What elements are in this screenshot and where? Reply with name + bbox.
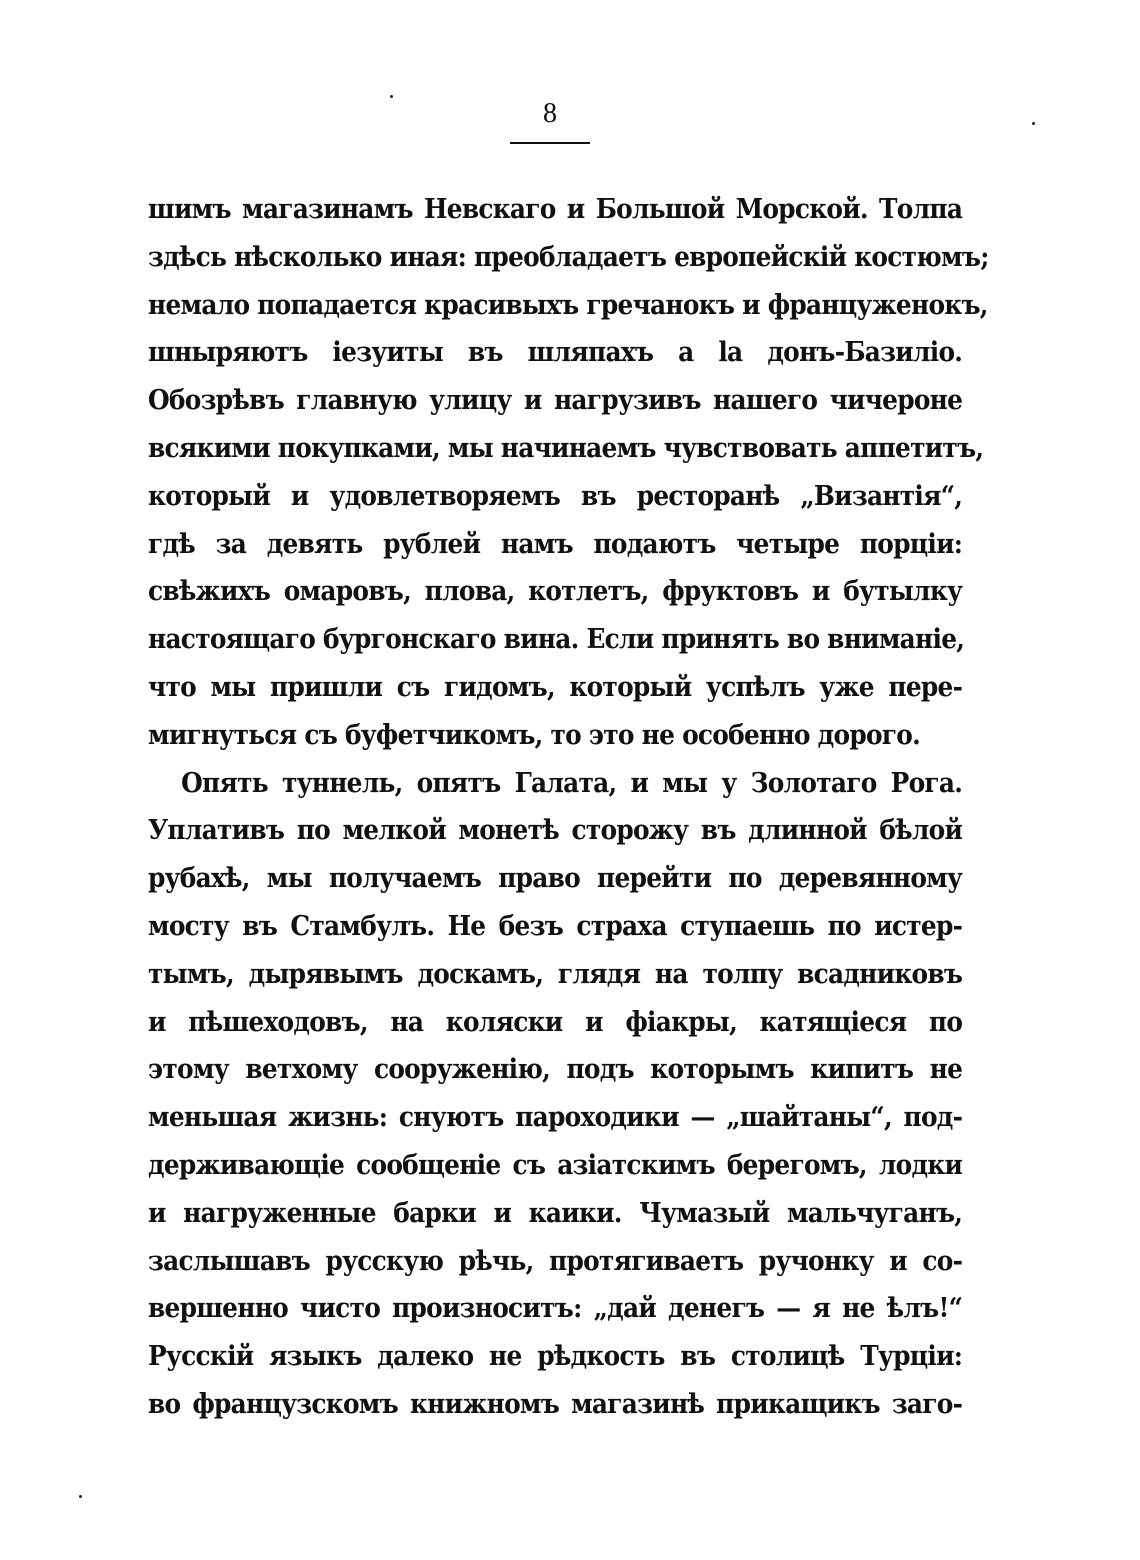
text-line: держивающіе сообщеніе съ азіатскимъ берегомъ, лодки xyxy=(148,1149,963,1181)
text-line: Обозрѣвъ главную улицу и нагрузивъ нашего чичероне xyxy=(148,385,963,417)
text-line: мигнуться съ буфетчикомъ, то это не особенно дорого. xyxy=(148,719,921,751)
scan-speck xyxy=(1032,122,1035,125)
text-line: настоящаго бургонскаго вина. Если принять во вниманіе, xyxy=(148,624,965,656)
paragraph-first-line: Опять туннель, опятъ Галата, и мы у Золотаго Рога. xyxy=(181,767,963,799)
text-line: всякими покупками, мы начинаемъ чувствовать аппетитъ, xyxy=(148,432,984,464)
page-number: 8 xyxy=(543,98,557,129)
text-line: что мы пришли съ гидомъ, который успѣлъ уже пере- xyxy=(148,671,963,703)
text-line: здѣсь нѣсколько иная: преобладаетъ европейскій костюмъ; xyxy=(148,241,989,273)
text-line: Уплативъ по мелкой монетѣ сторожу въ длинной бѣлой xyxy=(148,815,963,847)
text-line: этому ветхому сооруженію, подъ которымъ кипитъ не xyxy=(148,1054,963,1086)
text-line: шимъ магазинамъ Невскаго и Большой Морской. Толпа xyxy=(148,194,963,225)
text-line: вершенно чисто произноситъ: „дай денегъ — я не ѣлъ!“ xyxy=(148,1293,963,1325)
text-line: свѣжихъ омаровъ, плова, котлетъ, фруктовъ и бутылку xyxy=(148,576,963,608)
text-line: немало попадается красивыхъ гречанокъ и француженокъ, xyxy=(148,289,988,321)
text-line: мосту въ Стамбулъ. Не безъ страха ступаешь по истер- xyxy=(148,910,963,942)
scan-speck xyxy=(390,95,393,98)
text-line: шныряютъ іезуиты въ шляпахъ a la донъ-Базиліо. xyxy=(148,337,963,369)
text-line: Русскій языкъ далеко не рѣдкость въ столицѣ Турціи: xyxy=(148,1341,963,1373)
body-text xyxy=(148,186,989,1429)
scan-speck xyxy=(79,1495,82,1498)
text-line: рубахѣ, мы получаемъ право перейти по деревянному xyxy=(148,863,963,895)
text-line: и пѣшеходовъ, на коляски и фіакры, катящіеся по xyxy=(148,1006,963,1038)
text-line: который и удовлетворяемъ въ ресторанѣ „Византія“, xyxy=(148,480,963,512)
text-line: меньшая жизнь: снуютъ пароходики — „шайтаны“, под- xyxy=(148,1102,963,1134)
text-line: тымъ, дырявымъ доскамъ, глядя на толпу всадниковъ xyxy=(148,958,963,990)
text-line: и нагруженные барки и каики. Чумазый мальчуганъ, xyxy=(148,1197,963,1229)
text-line: заслышавъ русскую рѣчь, протягиваетъ ручонку и со- xyxy=(148,1245,963,1277)
page-number-rule xyxy=(510,142,590,144)
text-line: во французскомъ книжномъ магазинѣ прикащикъ заго- xyxy=(148,1388,963,1420)
text-line: гдѣ за девять рублей намъ подаютъ четыре порціи: xyxy=(148,528,963,560)
